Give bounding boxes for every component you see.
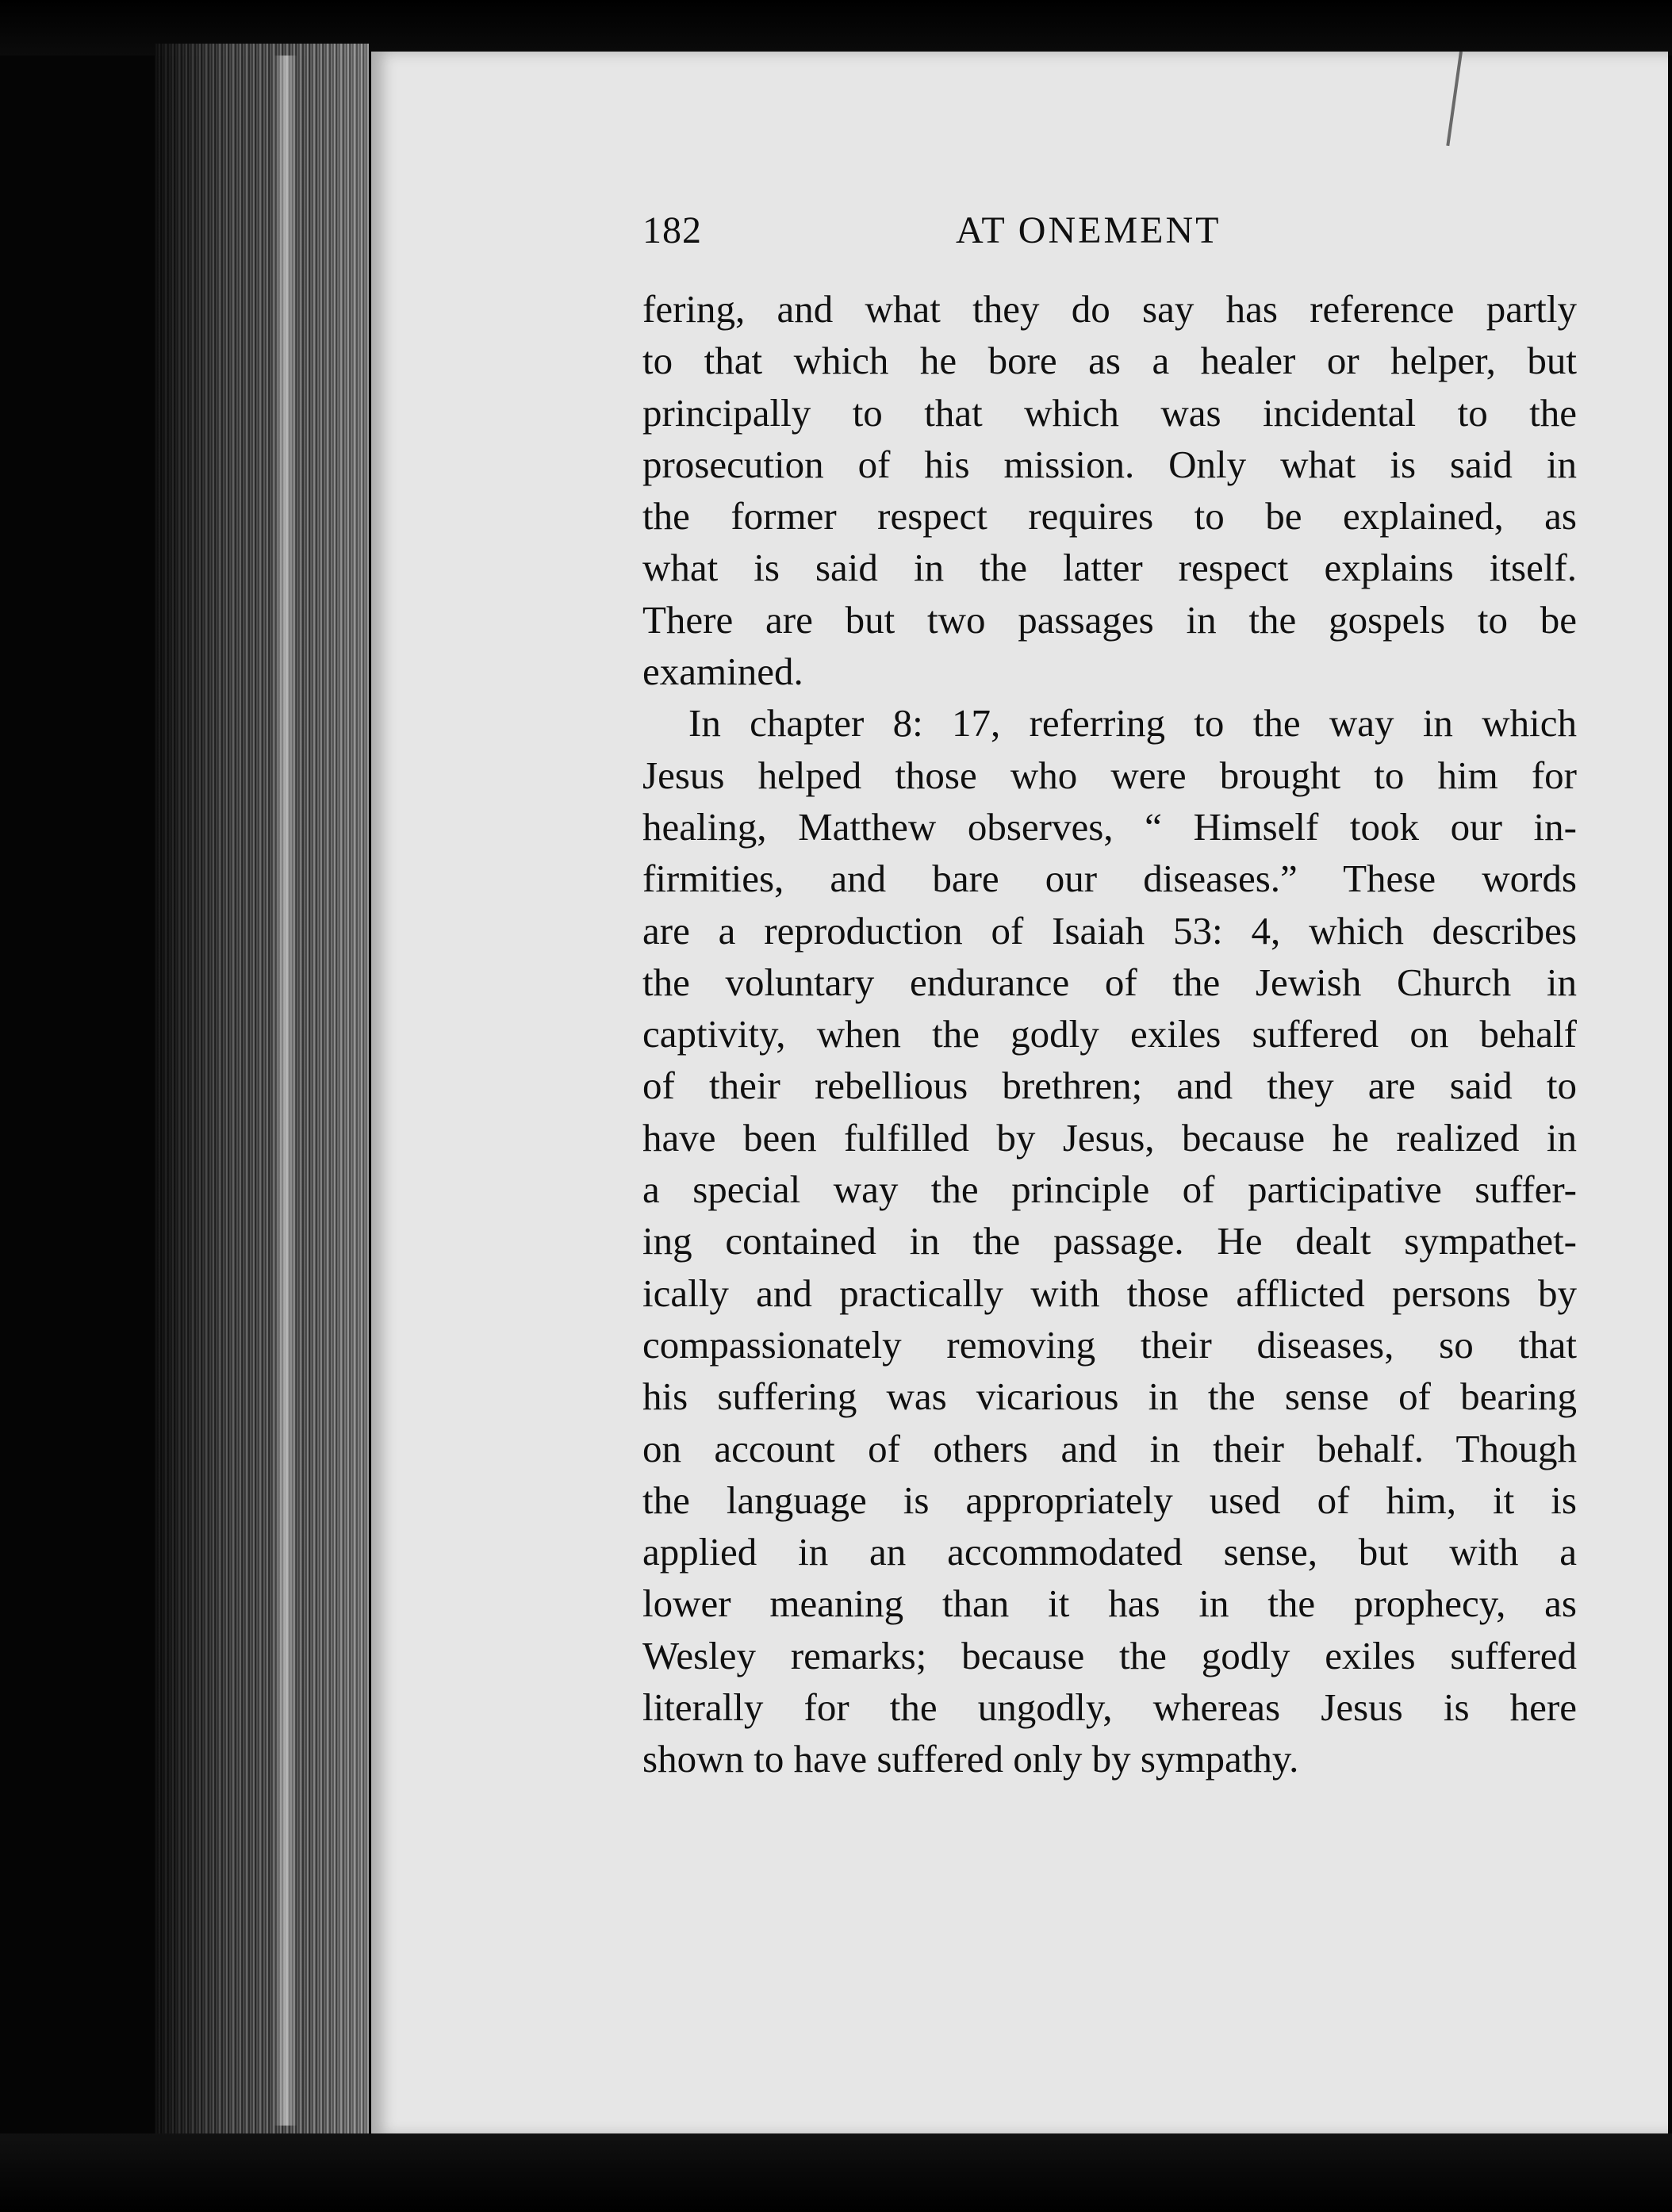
text-line: In chapter 8: 17, referring to the way in which	[688, 701, 1577, 746]
running-head	[642, 202, 1577, 266]
text-line: literally for the ungodly, whereas Jesus is here	[642, 1685, 1577, 1730]
text-line: examined.	[642, 650, 803, 694]
text-line: fering, and what they do say has reference partly	[642, 287, 1577, 331]
text-line: Jesus helped those who were brought to him for	[642, 753, 1577, 797]
text-line: Wesley remarks; because the godly exiles suffered	[642, 1633, 1577, 1677]
text-line: the language is appropriately used of him, it is	[642, 1478, 1577, 1522]
text-line: ing contained in the passage. He dealt sympathet-	[642, 1219, 1577, 1263]
body-text	[642, 283, 1577, 1785]
text-line: prosecution of his mission. Only what is said in	[642, 442, 1577, 486]
text-line: are a reproduction of Isaiah 53: 4, which describes	[642, 908, 1577, 953]
text-line: have been fulfilled by Jesus, because he realized in	[642, 1115, 1577, 1160]
text-line: on account of others and in their behalf. Though	[642, 1426, 1577, 1470]
text-line: applied in an accommodated sense, but with a	[642, 1530, 1577, 1574]
paragraph-1	[642, 283, 1577, 697]
text-line: what is said in the latter respect explains itself.	[642, 546, 1577, 590]
text-line: ically and practically with those afflicted persons by	[642, 1271, 1577, 1315]
text-line: compassionately removing their diseases, so that	[642, 1322, 1577, 1367]
text-line: captivity, when the godly exiles suffered on behalf	[642, 1012, 1577, 1056]
text-line: There are but two passages in the gospels to be	[642, 597, 1577, 642]
page-text-block	[642, 202, 1577, 1785]
text-line: principally to that which was incidental to the	[642, 390, 1577, 435]
text-line: the voluntary endurance of the Jewish Church in	[642, 960, 1577, 1004]
paragraph-2	[642, 697, 1577, 1785]
text-line: lower meaning than it has in the prophecy, as	[642, 1581, 1577, 1626]
running-title: AT ONEMENT	[956, 209, 1221, 251]
text-line: his suffering was vicarious in the sense of bearing	[642, 1374, 1577, 1419]
text-line: firmities, and bare our diseases.” These words	[642, 857, 1577, 901]
text-line: the former respect requires to be explained, as	[642, 494, 1577, 539]
book-fore-edge	[155, 44, 369, 2137]
text-line: to that which he bore as a healer or helper, but	[642, 339, 1577, 383]
page-number: 182	[642, 209, 702, 251]
text-line: of their rebellious brethren; and they are said to	[642, 1064, 1577, 1108]
fore-edge-highlight	[274, 56, 297, 2126]
scan-background-bottom	[0, 2133, 1672, 2212]
text-line: shown to have suffered only by sympathy.	[642, 1737, 1299, 1781]
text-line: healing, Matthew observes, “ Himself took our in-	[642, 804, 1577, 849]
text-line: a special way the principle of participative suffer-	[642, 1167, 1577, 1212]
